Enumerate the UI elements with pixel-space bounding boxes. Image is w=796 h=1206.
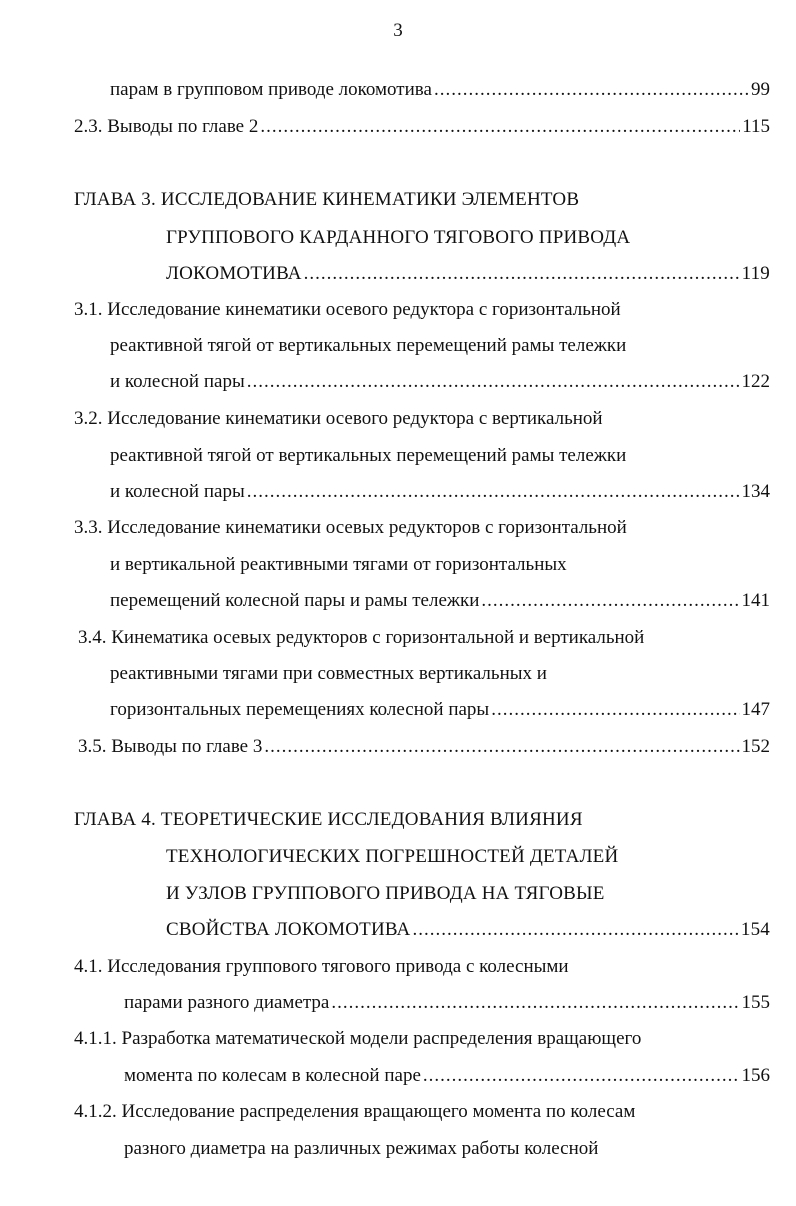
toc-page-ref: 141 [741, 590, 770, 611]
dot-leader [491, 698, 739, 722]
toc-entry-chapter-3 [166, 262, 770, 286]
toc-3-1-line1: 3.1. Исследование кинематики осевого редуктора с горизонтальной [74, 299, 621, 320]
toc-text: СВОЙСТВА ЛОКОМОТИВА [166, 919, 411, 940]
toc-page-ref: 156 [741, 1065, 770, 1086]
toc-entry-3-4 [110, 698, 770, 722]
toc-text: ЛОКОМОТИВА [166, 263, 302, 284]
dot-leader [434, 78, 749, 102]
chapter-4-heading-line3: И УЗЛОВ ГРУППОВОГО ПРИВОДА НА ТЯГОВЫЕ [166, 883, 605, 904]
toc-text: перемещений колесной пары и рамы тележки [110, 590, 480, 611]
chapter-3-heading-line1: ГЛАВА 3. ИССЛЕДОВАНИЕ КИНЕМАТИКИ ЭЛЕМЕНТОВ [74, 189, 580, 210]
chapter-4-heading-line1: ГЛАВА 4. ТЕОРЕТИЧЕСКИЕ ИССЛЕДОВАНИЯ ВЛИЯНИЯ [74, 809, 583, 830]
dot-leader [331, 991, 739, 1015]
toc-4-1-2-line2: разного диаметра на различных режимах работы колесной [124, 1138, 599, 1159]
toc-text: и колесной пары [110, 371, 245, 392]
toc-3-3-line2: и вертикальной реактивными тягами от горизонтальных [110, 554, 567, 575]
dot-leader [247, 480, 740, 504]
toc-4-1-1-line1: 4.1.1. Разработка математической модели распределения вращающего [74, 1028, 642, 1049]
chapter-4-heading-line2: ТЕХНОЛОГИЧЕСКИХ ПОГРЕШНОСТЕЙ ДЕТАЛЕЙ [166, 846, 619, 867]
dot-leader [304, 262, 740, 286]
toc-page-ref: 134 [741, 481, 770, 502]
toc-3-4-line2: реактивными тягами при совместных вертикальных и [110, 663, 547, 684]
toc-entry-3-2 [110, 480, 770, 504]
toc-page-ref: 119 [741, 263, 770, 284]
dot-leader [481, 589, 739, 613]
toc-text: парам в групповом приводе локомотива [110, 79, 432, 100]
dot-leader [423, 1064, 740, 1088]
dot-leader [247, 370, 740, 394]
toc-page-ref: 147 [741, 699, 770, 720]
chapter-3-heading-line2: ГРУППОВОГО КАРДАННОГО ТЯГОВОГО ПРИВОДА [166, 227, 631, 248]
toc-entry-4-1 [124, 991, 770, 1015]
page-number: 3 [393, 20, 403, 41]
toc-page-ref: 152 [741, 736, 770, 757]
toc-text: и колесной пары [110, 481, 245, 502]
dot-leader [412, 918, 738, 942]
toc-page-ref: 122 [741, 371, 770, 392]
toc-3-3-line1: 3.3. Исследование кинематики осевых редукторов с горизонтальной [74, 517, 627, 538]
toc-text: парами разного диаметра [124, 992, 330, 1013]
toc-entry-3-3 [110, 589, 770, 613]
toc-3-4-line1: 3.4. Кинематика осевых редукторов с горизонтальной и вертикальной [78, 627, 645, 648]
toc-4-1-line1: 4.1. Исследования группового тягового привода с колесными [74, 956, 569, 977]
toc-page-ref: 115 [742, 116, 770, 137]
toc-3-2-line2: реактивной тягой от вертикальных перемещений рамы тележки [110, 445, 627, 466]
toc-entry-3-5 [78, 735, 770, 759]
dot-leader [260, 115, 740, 139]
toc-3-2-line1: 3.2. Исследование кинематики осевого редуктора с вертикальной [74, 408, 603, 429]
toc-entry-4-1-1 [124, 1064, 770, 1088]
toc-entry-2-3 [74, 115, 770, 139]
toc-text: 2.3. Выводы по главе 2 [74, 116, 259, 137]
toc-4-1-2-line1: 4.1.2. Исследование распределения вращающего момента по колесам [74, 1101, 636, 1122]
toc-entry-3-1 [110, 370, 770, 394]
toc-3-1-line2: реактивной тягой от вертикальных перемещений рамы тележки [110, 335, 627, 356]
toc-text: 3.5. Выводы по главе 3 [78, 736, 263, 757]
toc-text: момента по колесам в колесной паре [124, 1065, 421, 1086]
toc-page-ref: 154 [740, 919, 770, 940]
toc-entry-chapter-4 [166, 918, 770, 942]
toc-entry-2-2-cont [110, 78, 770, 102]
dot-leader [264, 735, 739, 759]
toc-text: горизонтальных перемещениях колесной пары [110, 699, 490, 720]
toc-page-ref: 99 [751, 79, 770, 100]
toc-page-ref: 155 [741, 992, 770, 1013]
